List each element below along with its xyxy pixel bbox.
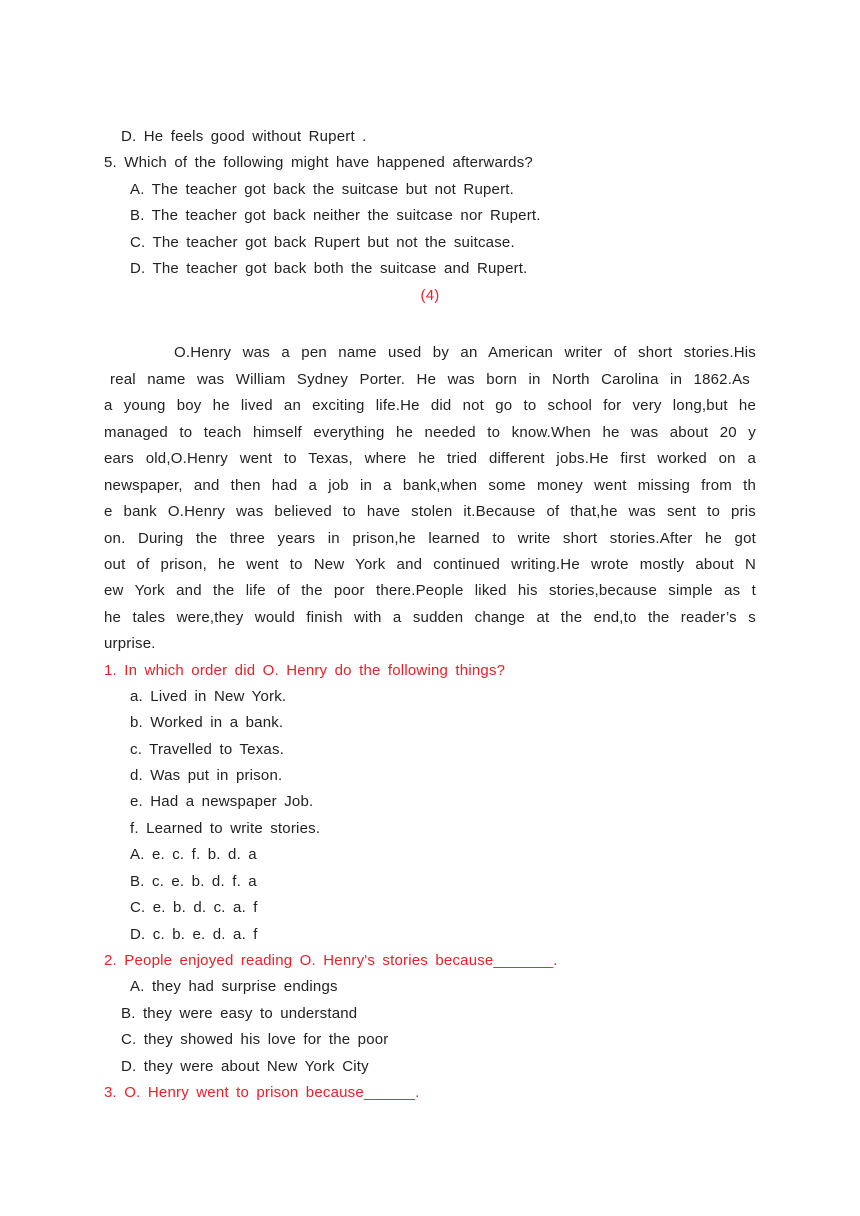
passage-line: he tales were,they would finish with a sudden change at the end,to the reader’s s	[104, 609, 756, 626]
question-2-option-d: D. they were about New York City	[121, 1058, 369, 1075]
passage-line: ears old,O.Henry went to Texas, where he tried different jobs.He first worked on a	[104, 450, 756, 467]
question-1-item-d: d. Was put in prison.	[130, 767, 283, 784]
question-1-option-b: B. c. e. b. d. f. a	[130, 873, 257, 890]
question-5-option-b: B. The teacher got back neither the suitcase nor Rupert.	[130, 207, 541, 224]
question-2-option-c: C. they showed his love for the poor	[121, 1031, 389, 1048]
question-2-option-b: B. they were easy to understand	[121, 1005, 358, 1022]
passage-line: ew York and the life of the poor there.People liked his stories,because simple as t	[104, 582, 756, 599]
passage-line: newspaper, and then had a job in a bank,when some money went missing from th	[104, 477, 756, 494]
question-1-item-a: a. Lived in New York.	[130, 688, 287, 705]
section-label: (4)	[420, 287, 440, 304]
passage-line: e bank O.Henry was believed to have stolen it.Because of that,he was sent to pris	[104, 503, 756, 520]
passage-line: on. During the three years in prison,he learned to write short stories.After he got	[104, 530, 756, 547]
passage-line: urprise.	[104, 635, 156, 652]
passage-line: real name was William Sydney Porter. He was born in North Carolina in 1862.As	[110, 371, 750, 388]
question-5-option-c: C. The teacher got back Rupert but not the suitcase.	[130, 234, 515, 251]
passage-line: out of prison, he went to New York and continued writing.He wrote mostly about N	[104, 556, 756, 573]
passage-line: O.Henry was a pen name used by an American writer of short stories.His	[174, 344, 756, 361]
question-1-option-c: C. e. b. d. c. a. f	[130, 899, 258, 916]
question-1-item-c: c. Travelled to Texas.	[130, 741, 285, 758]
passage-line: managed to teach himself everything he needed to know.When he was about 20 y	[104, 424, 756, 441]
question-2-option-a: A. they had surprise endings	[130, 978, 338, 995]
prev-option-d: D. He feels good without Rupert .	[121, 128, 367, 145]
passage-line: a young boy he lived an exciting life.He did not go to school for very long,but he	[104, 397, 756, 414]
question-1-option-a: A. e. c. f. b. d. a	[130, 846, 257, 863]
question-1-item-b: b. Worked in a bank.	[130, 714, 284, 731]
question-1-stem: 1. In which order did O. Henry do the following things?	[104, 662, 506, 679]
question-1-item-f: f. Learned to write stories.	[130, 820, 321, 837]
question-3-stem: 3. O. Henry went to prison because______.	[104, 1084, 420, 1101]
question-1-option-d: D. c. b. e. d. a. f	[130, 926, 258, 943]
question-1-item-e: e. Had a newspaper Job.	[130, 793, 314, 810]
question-5-option-a: A. The teacher got back the suitcase but not Rupert.	[130, 181, 514, 198]
question-2-stem: 2. People enjoyed reading O. Henry's stories because_______.	[104, 952, 558, 969]
question-5-stem: 5. Which of the following might have happened afterwards?	[104, 154, 533, 171]
question-5-option-d: D. The teacher got back both the suitcase and Rupert.	[130, 260, 528, 277]
